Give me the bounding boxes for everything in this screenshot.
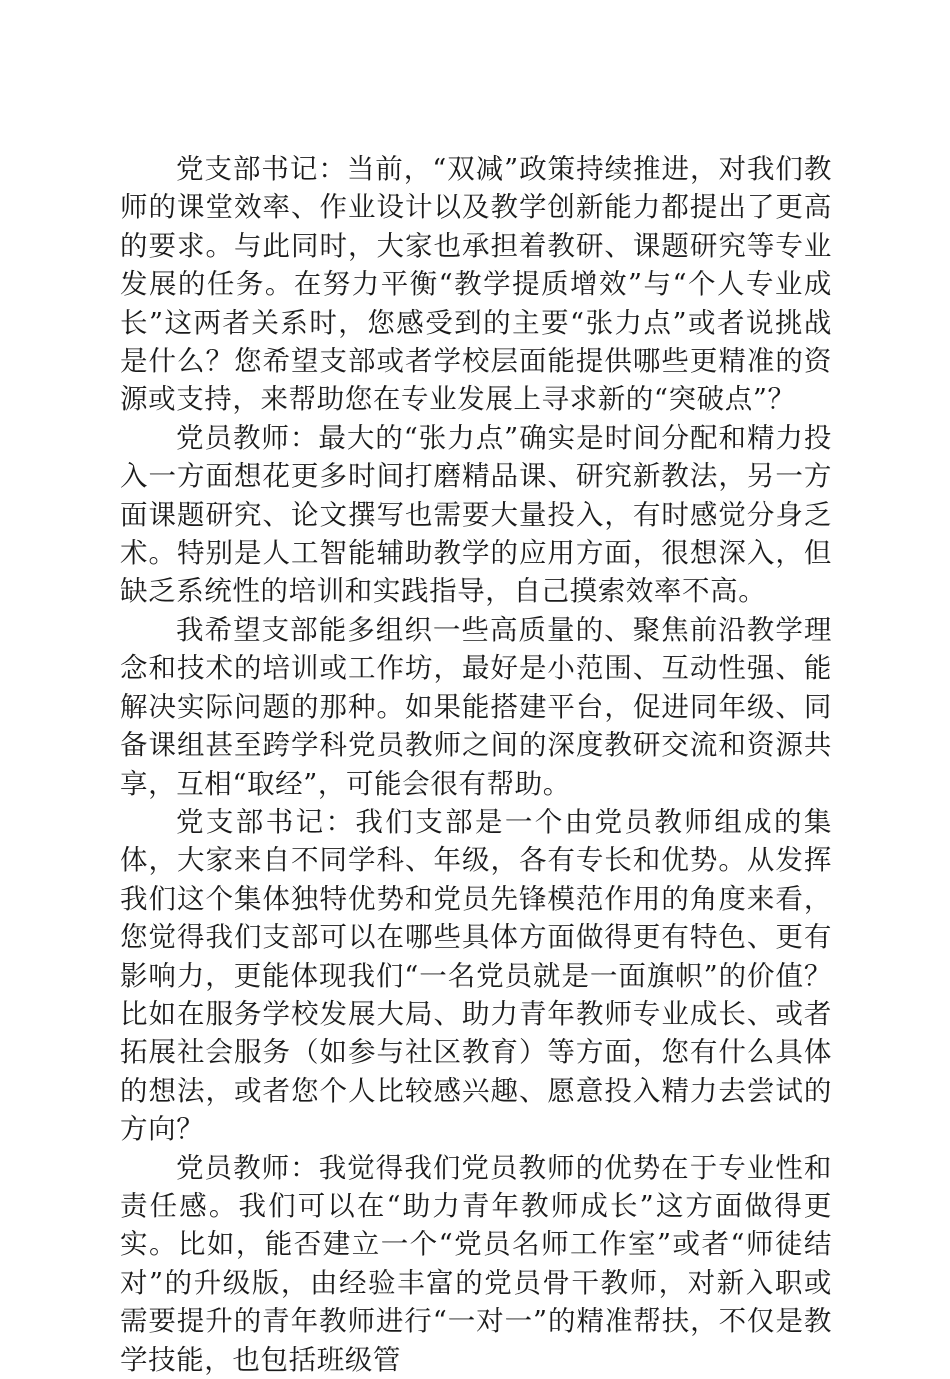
paragraph-secretary-question-1: 党支部书记：当前，“双减”政策持续推进，对我们教师的课堂效率、作业设计以及教学创新能力都提出了更高的要求。与此同时，大家也承担着教研、课题研究等专业发展的任务。在努力平衡“教学提质增效”与“个人专业成长”这两者关系时，您感受到的主要“张力点”或者说挑战是什么？您希望支部或者学校层面能提供哪些更精准的资源或支持，来帮助您在专业发展上寻求新的“突破点”？ xyxy=(120,153,832,416)
paragraph-secretary-question-2: 党支部书记：我们支部是一个由党员教师组成的集体，大家来自不同学科、年级，各有专长和优势。从发挥我们这个集体独特优势和党员先锋模范作用的角度来看，您觉得我们支部可以在哪些具体方面做得更有特色、更有影响力，更能体现我们“一名党员就是一面旗帜”的价值？比如在服务学校发展大局、助力青年教师专业成长、或者拓展社会服务（如参与社区教育）等方面，您有什么具体的想法，或者您个人比较感兴趣、愿意投入精力去尝试的方向？ xyxy=(120,805,832,1146)
paragraph-teacher-answer-1-cont: 我希望支部能多组织一些高质量的、聚焦前沿教学理念和技术的培训或工作坊，最好是小范围、互动性强、能解决实际问题的那种。如果能搭建平台，促进同年级、同备课组甚至跨学科党员教师之间的深度教研交流和资源共享，互相“取经”，可能会很有帮助。 xyxy=(120,613,832,800)
paragraph-teacher-answer-1: 党员教师：最大的“张力点”确实是时间分配和精力投入一方面想花更多时间打磨精品课、研究新教法，另一方面课题研究、论文撰写也需要大量投入，有时感觉分身乏术。特别是人工智能辅助教学的应用方面，很想深入，但缺乏系统性的培训和实践指导，自己摸索效率不高。 xyxy=(120,421,832,608)
paragraph-teacher-answer-2: 党员教师：我觉得我们党员教师的优势在于专业性和责任感。我们可以在“助力青年教师成长”这方面做得更实。比如，能否建立一个“党员名师工作室”或者“师徒结对”的升级版，由经验丰富的党员骨干教师，对新入职或需要提升的青年教师进行“一对一”的精准帮扶，不仅是教学技能，也包括班级管 xyxy=(120,1151,832,1376)
document-body xyxy=(120,150,832,1379)
